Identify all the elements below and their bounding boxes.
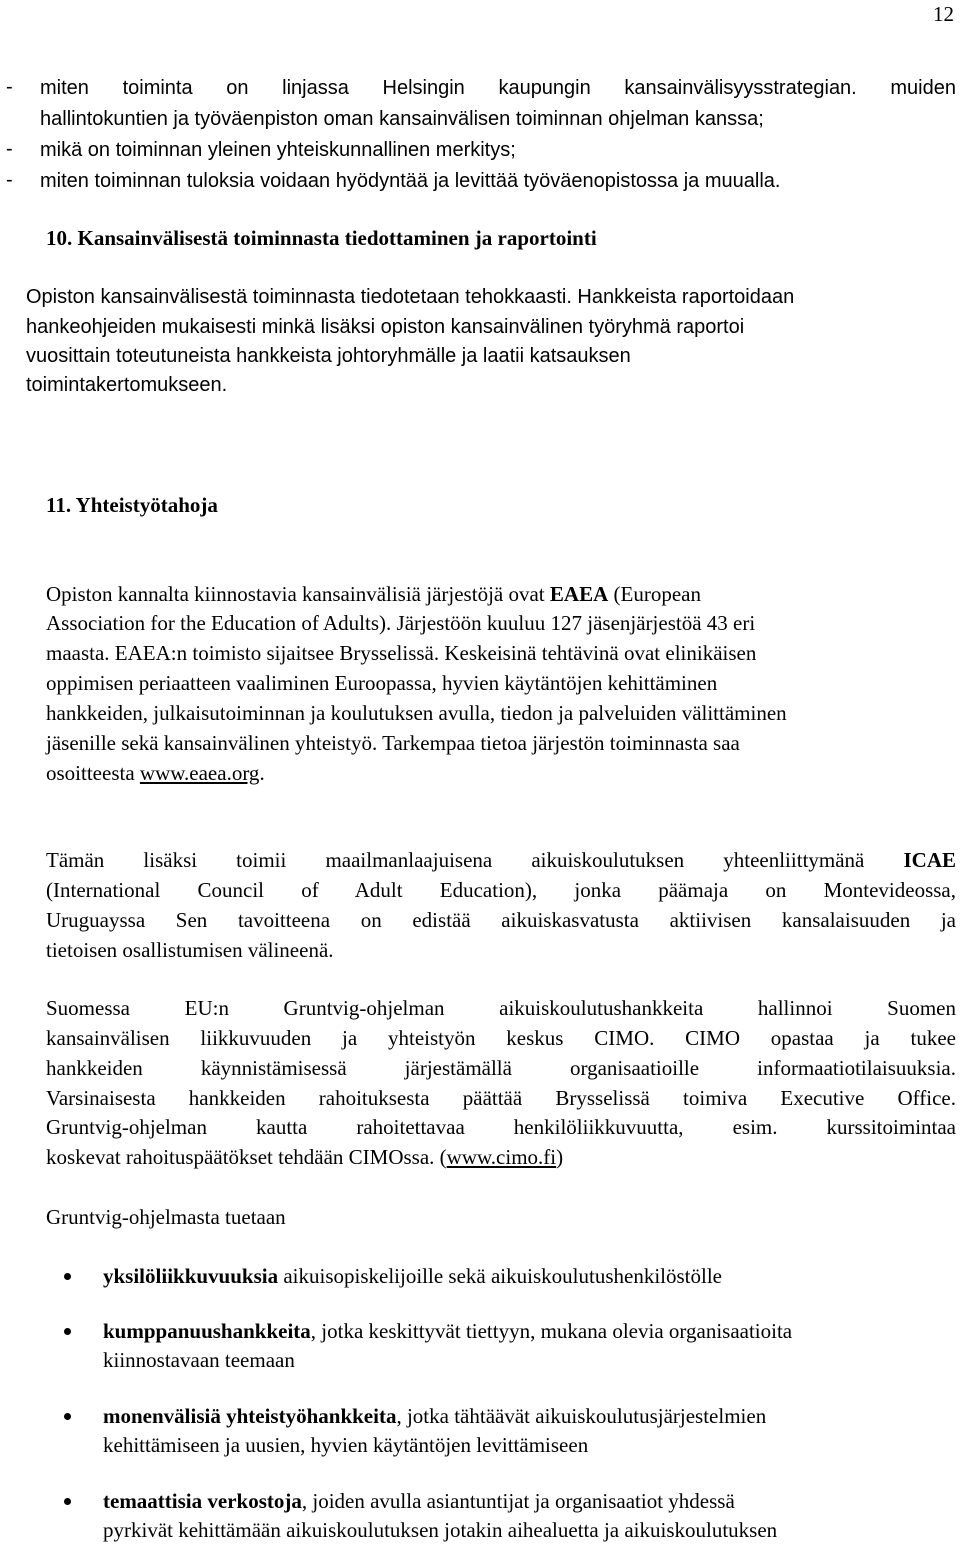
org-name-eaea: EAEA (549, 582, 609, 606)
bullet-dot (64, 1498, 71, 1505)
list-item-line: hallintokuntien ja työväenpiston oman kansainvälisen toiminnan ohjelman kanssa; (40, 108, 764, 130)
list-dash: - (6, 138, 13, 160)
paragraph-line: hankkeiden käynnistämisessä järjestämällä organisaatioille informaatiotilaisuuksia. (46, 1056, 956, 1080)
bullet-item: temaattisia verkostoja, joiden avulla asiantuntijat ja organisaatiot yhdessä (103, 1489, 735, 1513)
paragraph-line: maasta. EAEA:n toimisto sijaitsee Brysselissä. Keskeisinä tehtävinä ovat elinikäisen (46, 641, 757, 665)
paragraph-line: Tämän lisäksi toimii maailmanlaajuisena aikuiskoulutuksen yhteenliittymänä ICAE (46, 848, 956, 872)
page-number: 12 (933, 2, 954, 26)
bullet-dot (64, 1413, 71, 1420)
paragraph-line: koskevat rahoituspäätökset tehdään CIMOssa. (www.cimo.fi) (46, 1145, 564, 1169)
paragraph-line: Association for the Education of Adults). Järjestöön kuuluu 127 jäsenjärjestöä 43 eri (46, 611, 756, 635)
bullet-item-line: kehittämiseen ja uusien, hyvien käytäntöjen levittämiseen (103, 1433, 589, 1457)
list-item-line: mikä on toiminnan yleinen yhteiskunnallinen merkitys; (40, 139, 516, 161)
paragraph-line: vuosittain toteutuneista hankkeista johtoryhmälle ja laatii katsauksen (26, 345, 631, 367)
org-name-icae: ICAE (903, 848, 956, 872)
paragraph-line: Gruntvig-ohjelmasta tuetaan (46, 1205, 286, 1229)
paragraph-line: Varsinaisesta hankkeiden rahoituksesta päättää Brysselissä toimiva Executive Office. (46, 1086, 956, 1110)
paragraph-line: hankkeiden, julkaisutoiminnan ja koulutuksen avulla, tiedon ja palveluiden välittäminen (46, 701, 787, 725)
list-item-line: miten toiminta on linjassa Helsingin kaupungin kansainvälisyysstrategian. muiden (40, 77, 956, 99)
section-heading-10: 10. Kansainvälisestä toiminnasta tiedottaminen ja raportointi (46, 226, 597, 250)
paragraph-line: Opiston kannalta kiinnostavia kansainvälisiä järjestöjä ovat EAEA (European (46, 582, 701, 606)
paragraph-line: hankeohjeiden mukaisesti minkä lisäksi opiston kansainvälinen työryhmä raportoi (26, 316, 745, 338)
paragraph-line: osoitteesta www.eaea.org. (46, 761, 265, 785)
paragraph-line: toimintakertomukseen. (26, 374, 228, 396)
paragraph-line: (International Council of Adult Education), jonka päämaja on Montevideossa, (46, 878, 956, 902)
paragraph-line: tietoisen osallistumisen välineenä. (46, 938, 334, 962)
paragraph-line: Uruguayssa Sen tavoitteena on edistää aikuiskasvatusta aktiivisen kansalaisuuden ja (46, 908, 956, 932)
list-dash: - (6, 76, 13, 98)
bullet-item-line: kiinnostavaan teemaan (103, 1348, 295, 1372)
eaea-link[interactable]: www.eaea.org (139, 761, 260, 785)
paragraph-line: kansainvälisen liikkuvuuden ja yhteistyön keskus CIMO. CIMO opastaa ja tukee (46, 1026, 956, 1050)
bullet-item: kumppanuushankkeita, jotka keskittyvät tiettyyn, mukana olevia organisaatioita (103, 1319, 793, 1343)
bullet-item: yksilöliikkuvuuksia aikuisopiskelijoille sekä aikuiskoulutushenkilöstölle (103, 1264, 722, 1288)
bullet-item: monenvälisiä yhteistyöhankkeita, jotka tähtäävät aikuiskoulutusjärjestelmien (103, 1404, 767, 1428)
section-heading-11: 11. Yhteistyötahoja (46, 493, 218, 517)
paragraph-line: jäsenille sekä kansainvälinen yhteistyö. Tarkempaa tietoa järjestön toiminnasta saa (46, 731, 740, 755)
paragraph-line: oppimisen periaatteen vaaliminen Euroopassa, hyvien käytäntöjen kehittäminen (46, 671, 718, 695)
paragraph-line: Suomessa EU:n Gruntvig-ohjelman aikuiskoulutushankkeita hallinnoi Suomen (46, 996, 956, 1020)
bullet-item-line: pyrkivät kehittämään aikuiskoulutuksen jotakin aihealuetta ja aikuiskoulutuksen (103, 1518, 778, 1542)
cimo-link[interactable]: www.cimo.fi (446, 1145, 557, 1169)
list-item-line: miten toiminnan tuloksia voidaan hyödyntää ja levittää työväenopistossa ja muualla. (40, 170, 781, 192)
bullet-dot (64, 1273, 71, 1280)
bullet-dot (64, 1328, 71, 1335)
list-dash: - (6, 169, 13, 191)
paragraph-line: Opiston kansainvälisestä toiminnasta tiedotetaan tehokkaasti. Hankkeista raportoidaan (26, 286, 795, 308)
paragraph-line: Gruntvig-ohjelman kautta rahoitettavaa henkilöliikkuvuutta, esim. kurssitoimintaa (46, 1115, 956, 1139)
